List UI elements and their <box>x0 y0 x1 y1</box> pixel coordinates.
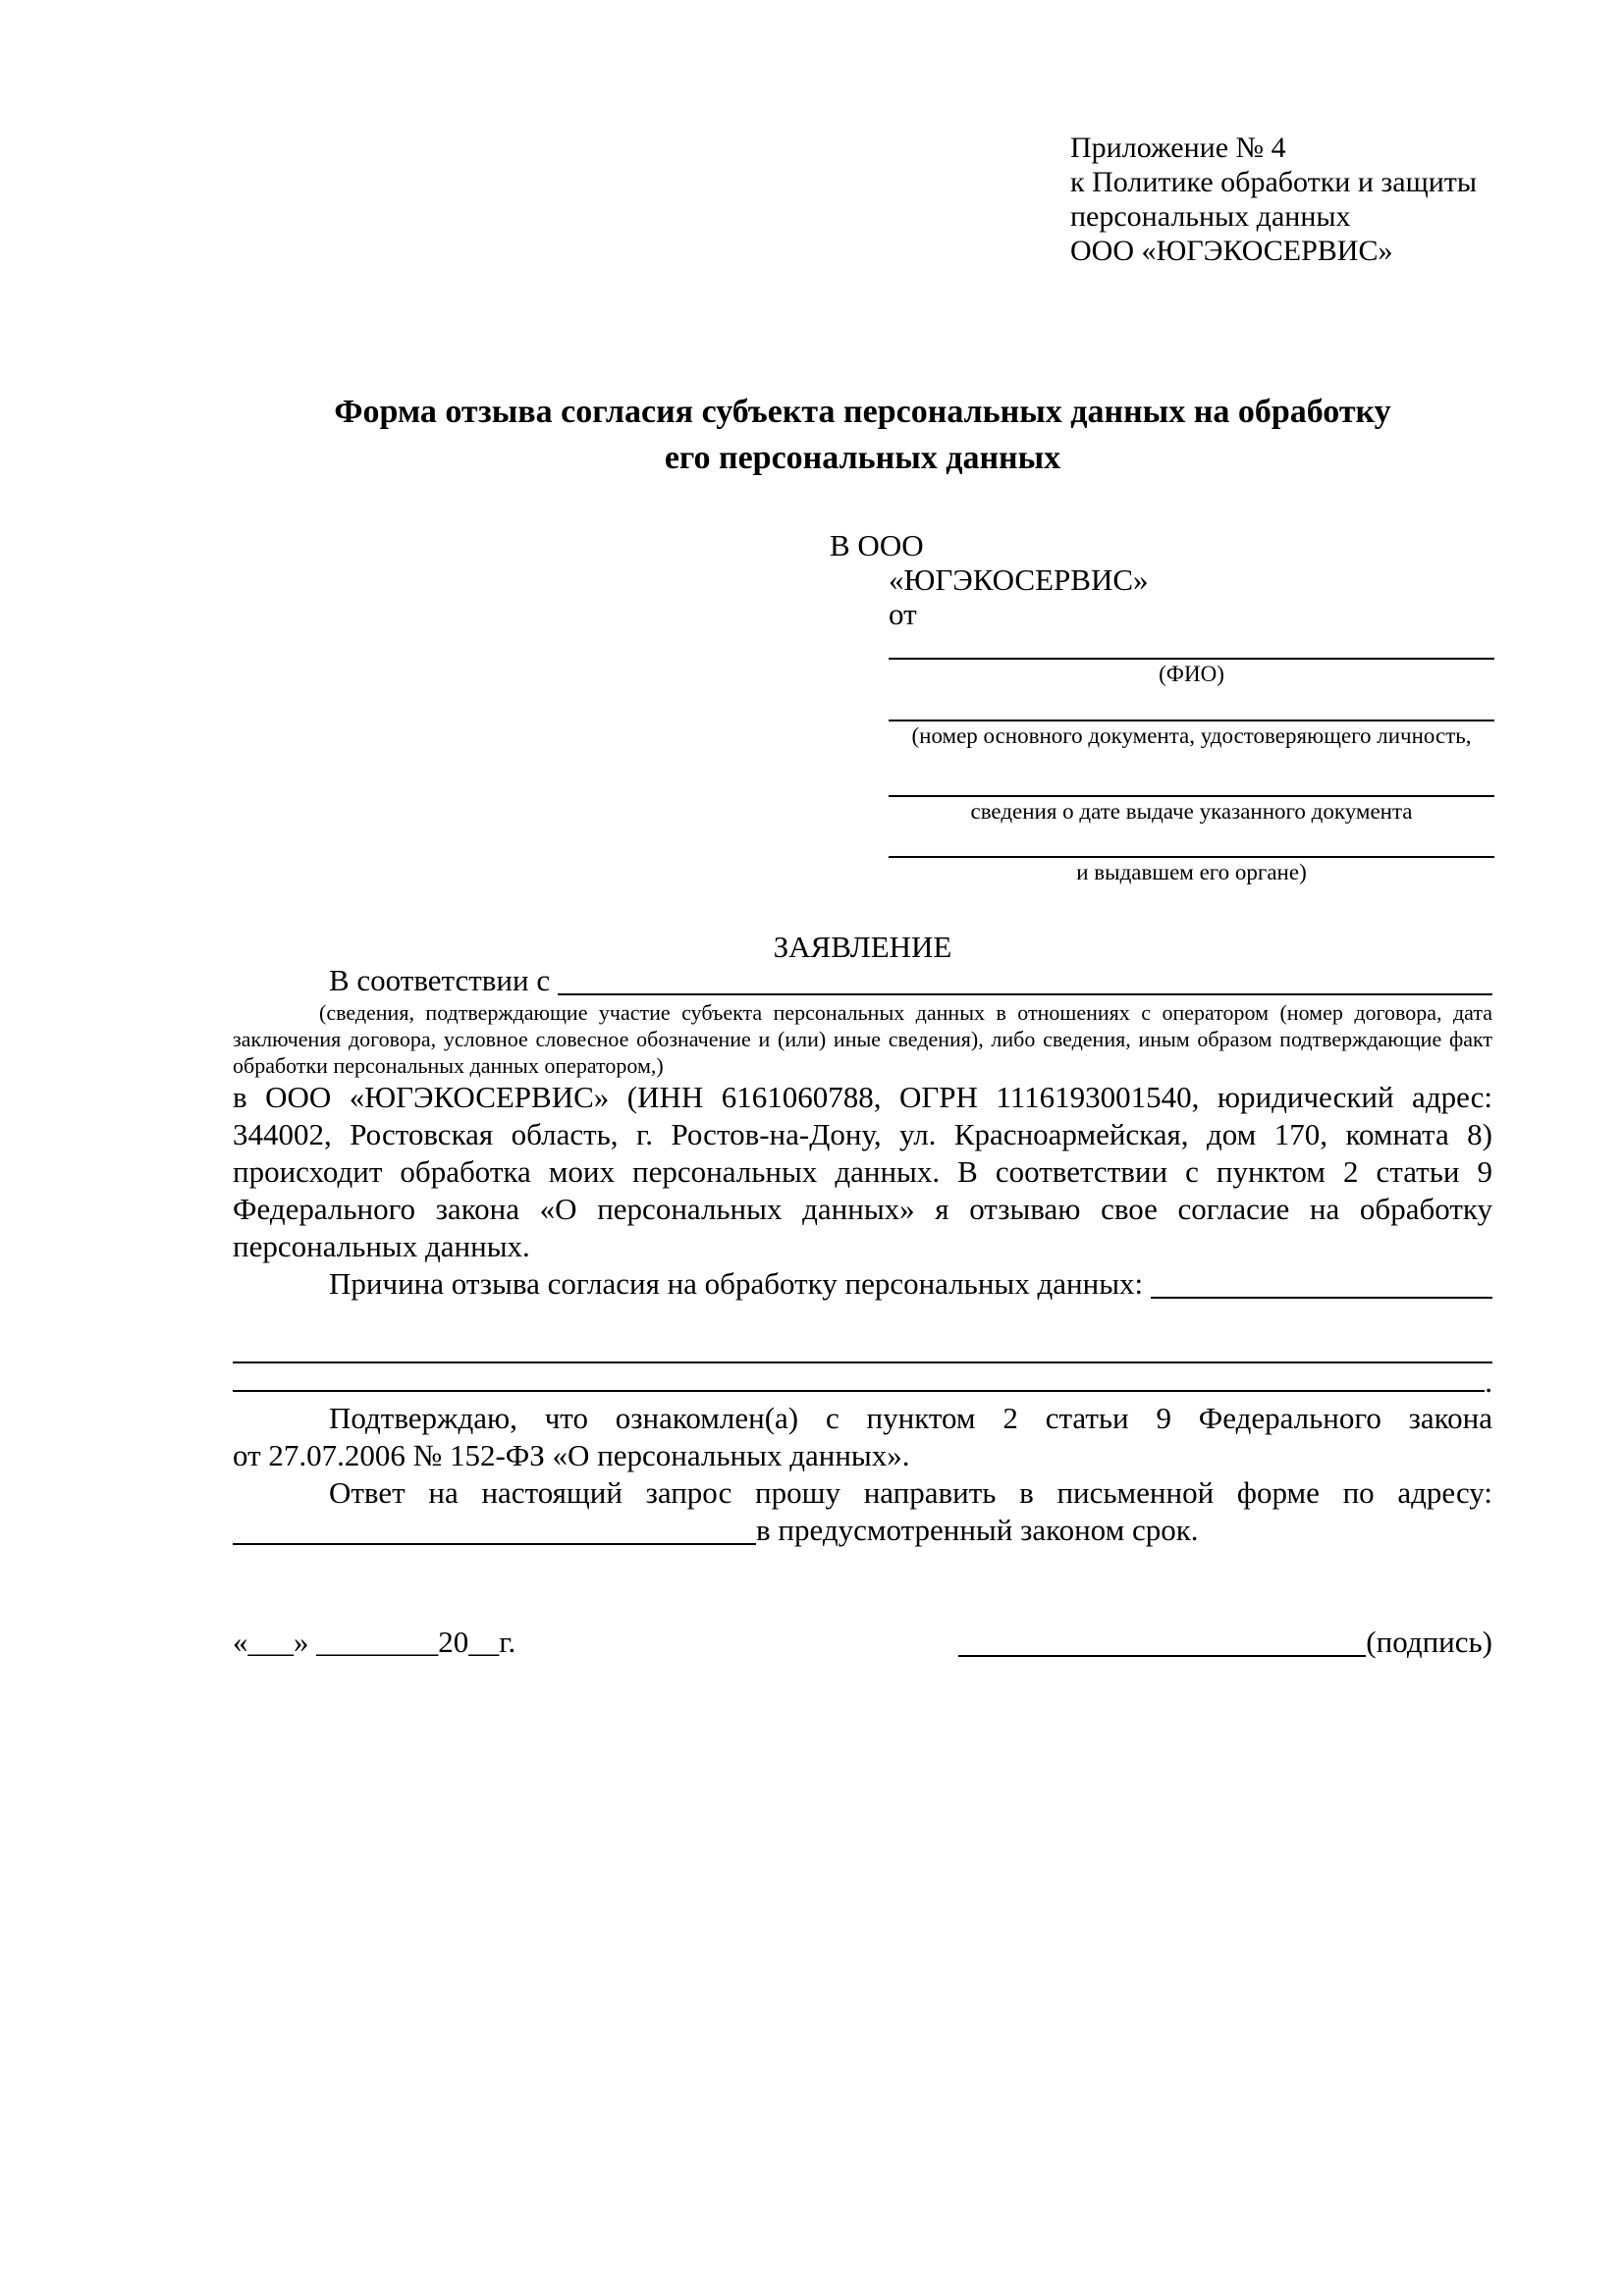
addressee-org-line1: В ООО <box>830 528 924 562</box>
reason-field-line-1[interactable] <box>1151 1265 1492 1299</box>
addressee-fields <box>889 658 1494 885</box>
confirm-paragraph-line: Подтверждаю, что ознакомлен(а) с пунктом 2 статьи 9 Федерального закона <box>329 1401 1492 1435</box>
appendix-line: ООО «ЮГЭКОСЕРВИС» <box>1070 235 1393 267</box>
reply-suffix: в предусмотренный законом срок. <box>756 1513 1199 1547</box>
main-paragraph <box>233 1079 1492 1265</box>
reason-field-line-2[interactable] <box>233 1303 1492 1363</box>
addressee-org-line2: «ЮГЭКОСЕРВИС» <box>889 562 1149 597</box>
basis-row <box>233 962 1492 999</box>
date-field[interactable]: «___» ________20__г. <box>233 1625 516 1659</box>
main-paragraph-line: происходит обработка моих персональных данных. В соответствии с пунктом 2 статьи 9 <box>233 1154 1492 1189</box>
reason-field-line-3[interactable] <box>233 1363 1485 1392</box>
statement-body <box>233 962 1492 1549</box>
line-terminator: . <box>1485 1364 1492 1399</box>
reply-paragraph-line: Ответ на настоящий запрос прошу направить в письменной форме по адресу: <box>329 1475 1492 1510</box>
footer-row <box>233 1624 1492 1661</box>
fio-caption: (ФИО) <box>1159 662 1224 686</box>
issue-date-caption: сведения о дате выдаче указанного документа <box>970 799 1413 824</box>
appendix-block <box>1070 131 1477 268</box>
appendix-line: персональных данных <box>1070 200 1351 233</box>
main-paragraph-line: персональных данных. <box>233 1229 530 1263</box>
appendix-line: к Политике обработки и защиты <box>1070 166 1478 198</box>
basis-prefix: В соответствии с <box>329 963 551 997</box>
reason-row <box>233 1265 1492 1303</box>
title-line: Форма отзыва согласия субъекта персональных данных на обработку <box>334 394 1391 430</box>
reply-address-row <box>233 1512 1492 1549</box>
main-paragraph-line: в ООО «ЮГЭКОСЕРВИС» (ИНН 6161060788, ОГРН 1116193001540, юридический адрес: <box>233 1080 1492 1114</box>
document-number-caption: (номер основного документа, удостоверяющего личность, <box>911 723 1472 748</box>
document-title <box>233 389 1492 481</box>
addressee-block <box>830 528 1494 885</box>
basis-footnote: (сведения, подтверждающие участие субъекта персональных данных в отношениях с оператором (номер договора, дата заключения договора, условное словесное обозначение и (или) иные сведения), либо сведения, иным образом подтверждающие факт обработки персональных данных оператором,) <box>233 1000 1492 1078</box>
reason-field-row-3 <box>233 1363 1492 1399</box>
signature-caption: (подпись) <box>1366 1625 1492 1659</box>
issuing-authority-caption: и выдавшем его органе) <box>1076 860 1307 884</box>
signature-block <box>958 1624 1492 1661</box>
addressee-from-label: от <box>889 597 917 631</box>
basis-field-line[interactable] <box>558 962 1492 995</box>
signature-field-line[interactable] <box>958 1624 1366 1657</box>
reason-label: Причина отзыва согласия на обработку персональных данных: <box>329 1266 1144 1301</box>
appendix-line: Приложение № 4 <box>1070 132 1286 164</box>
address-field-line[interactable] <box>233 1512 756 1545</box>
statement-heading: ЗАЯВЛЕНИЕ <box>773 930 952 964</box>
title-line: его персональных данных <box>664 440 1061 476</box>
main-paragraph-line: 344002, Ростовская область, г. Ростов-на-Дону, ул. Красноармейская, дом 170, комната 8) <box>233 1117 1492 1151</box>
confirm-paragraph-line: от 27.07.2006 № 152-ФЗ «О персональных данных». <box>233 1438 910 1472</box>
main-paragraph-line: Федерального закона «О персональных данных» я отзываю свое согласие на обработку <box>233 1192 1492 1226</box>
